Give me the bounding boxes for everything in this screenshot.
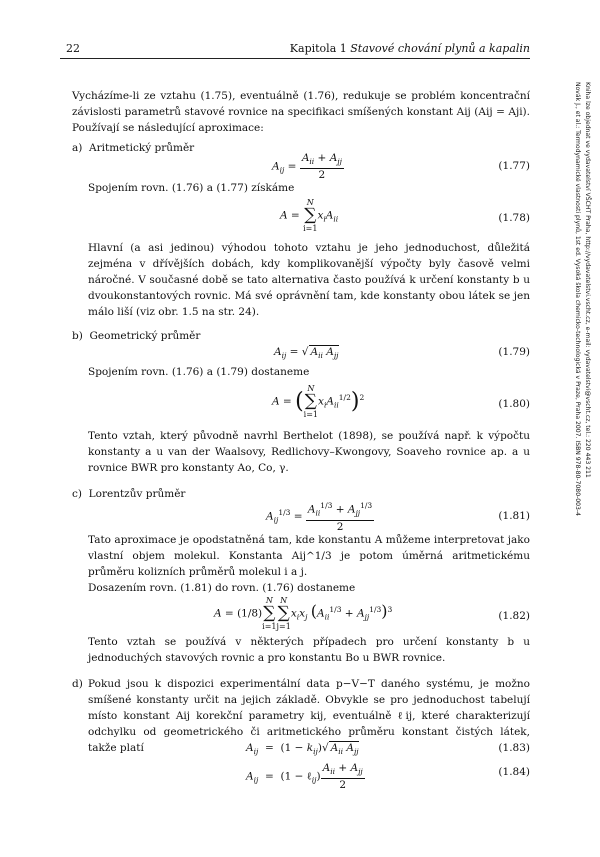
equation-1-77: $A_{ij}$ = $\frac{A_{ii} + A_{jj}}{2}$ (1.77) <box>272 152 530 182</box>
equation-number: (1.84) <box>498 766 530 778</box>
page-number: 22 <box>66 42 80 55</box>
section-c-label: c) <box>72 488 82 500</box>
section-c-text2: Dosazením rovn. (1.81) do rovn. (1.76) dostaneme <box>88 582 356 594</box>
side-note-line2: Kniha lze objednat ve vydavatelství VŠCHT Praha, http://vydavatelstvi.vscht.cz, e-mail: vydavatelstvi@vscht.cz, tel.: 220 443 211 <box>584 82 591 478</box>
header-rule <box>60 58 530 59</box>
equation-1-78: A = N ∑ $i=1x_iA_{ii}$ (1.78) <box>280 198 530 233</box>
section-c-title: Lorentzův průměr <box>88 488 186 500</box>
section-c-text1: Tato aproximace je opodstatněná tam, kde konstantu A můžeme interpretovat jako vlastní objem molekul. Konstanta Aij^1/3 je potom úměrná aritmetickému průměru kolizních průměrů molekul i a j. <box>88 534 530 578</box>
section-b-label: b) <box>72 330 83 342</box>
section-c-heading <box>72 486 185 502</box>
equation-1-81: $A_{ij}^{1/3}$ = $\frac{A_{ii}^{1/3} + A_{jj}^{1/3}}{2}$ (1.81) <box>266 501 530 533</box>
chapter-label: Kapitola 1 <box>289 42 347 55</box>
equation-number: (1.78) <box>498 212 530 224</box>
equation-1-79: $A_{ij}$ = √ $A_{ii}$ $A_{jj}$ (1.79) <box>274 346 530 361</box>
equation-number: (1.81) <box>498 510 530 522</box>
section-b-heading <box>72 328 200 344</box>
side-note-line1: Novák J., et al.: Termodynamické vlastnosti plynů, 1st ed. Vysoká škola chemicko-technologická v Praze, Praha 2007. ISBN 978-80-7080-003-4 <box>574 82 581 516</box>
chapter-title: Stavové chování plynů a kapalin <box>350 42 530 55</box>
equation-number: (1.80) <box>498 398 530 410</box>
section-b-text2: Tento vztah, který původně navrhl Berthelot (1898), se používá např. k výpočtu konstanty a u van der Waalsovy, Redlichovy–Kwongovy, Soaveho rovnice ap. a u rovnice BWR pro konstanty Ao, Co, γ. <box>88 430 530 474</box>
equation-1-83: $A_{ij} = (1 - k_{ij})√$ $A_{ii}$ $A_{jj}$ (1.83) <box>246 742 530 757</box>
equation-number: (1.82) <box>498 610 530 622</box>
equation-number: (1.77) <box>498 160 530 172</box>
equation-number: (1.83) <box>498 742 530 754</box>
equation-number: (1.79) <box>498 346 530 358</box>
intro-paragraph: Vycházíme-li ze vztahu (1.75), eventuálně (1.76), redukuje se problém koncentrační závislosti parametrů stavové rovnice na specifikaci smíšených konstant Aij (Aij = Aji). Používají se následující aproximace: <box>72 90 530 134</box>
section-d-text: Pokud jsou k dispozici experimentální data p−V−T daného systému, je možno smíšené konstanty určit na jejich základě. Obvykle se pro jednoduchost tabelují místo konstant Aij korekční parametry kij, eventuálně ℓij, které charakterizují odchylku od geometrického či aritmetického průměru konstant čistých látek, takže platí <box>88 678 530 754</box>
section-b-title: Geometrický průměr <box>89 330 201 342</box>
section-a-heading <box>72 140 194 156</box>
section-a-text2: Hlavní (a asi jedinou) výhodou tohoto vztahu je jeho jednoduchost, důležitá zejména v dřívějších dobách, kdy komplikovanější výpočty byly časově velmi náročné. V současné době se tato alternativa často používá k určení konstanty b u dvoukonstantových rovnic. Má své oprávnění tam, kde konstanty obou látek se jen málo liší (viz obr. 1.5 na str. 24). <box>88 242 530 318</box>
side-note <box>571 82 591 602</box>
section-b-text1: Spojením rovn. (1.76) a (1.79) dostaneme <box>88 366 310 378</box>
equation-1-82: A = (1/8)N ∑ i=1N ∑ $j=1x_ix_j$ $(A_{ii}^{1/3} + A_{jj}^{1/3})^3$ (1.82) <box>214 596 530 631</box>
section-a-text1: Spojením rovn. (1.76) a (1.77) získáme <box>88 182 295 194</box>
section-d-label: d) <box>72 678 83 690</box>
section-a-title: Aritmetický průměr <box>89 142 195 154</box>
chapter-heading <box>290 42 530 55</box>
equation-1-84: $A_{ij} = (1$ − ℓ$_{ij}$) $\frac{A_{ii} + A_{jj}}{2}$ (1.84) <box>246 762 530 792</box>
equation-1-80: A = (N ∑ $i=1x_iA_{ii}^{1/2})^2$ (1.80) <box>272 384 530 419</box>
section-a-label: a) <box>72 142 83 154</box>
section-c-text3: Tento vztah se používá v některých případech pro určení konstanty b u jednoduchých stavových rovnic a pro konstantu Bo u BWR rovnice. <box>88 636 530 664</box>
